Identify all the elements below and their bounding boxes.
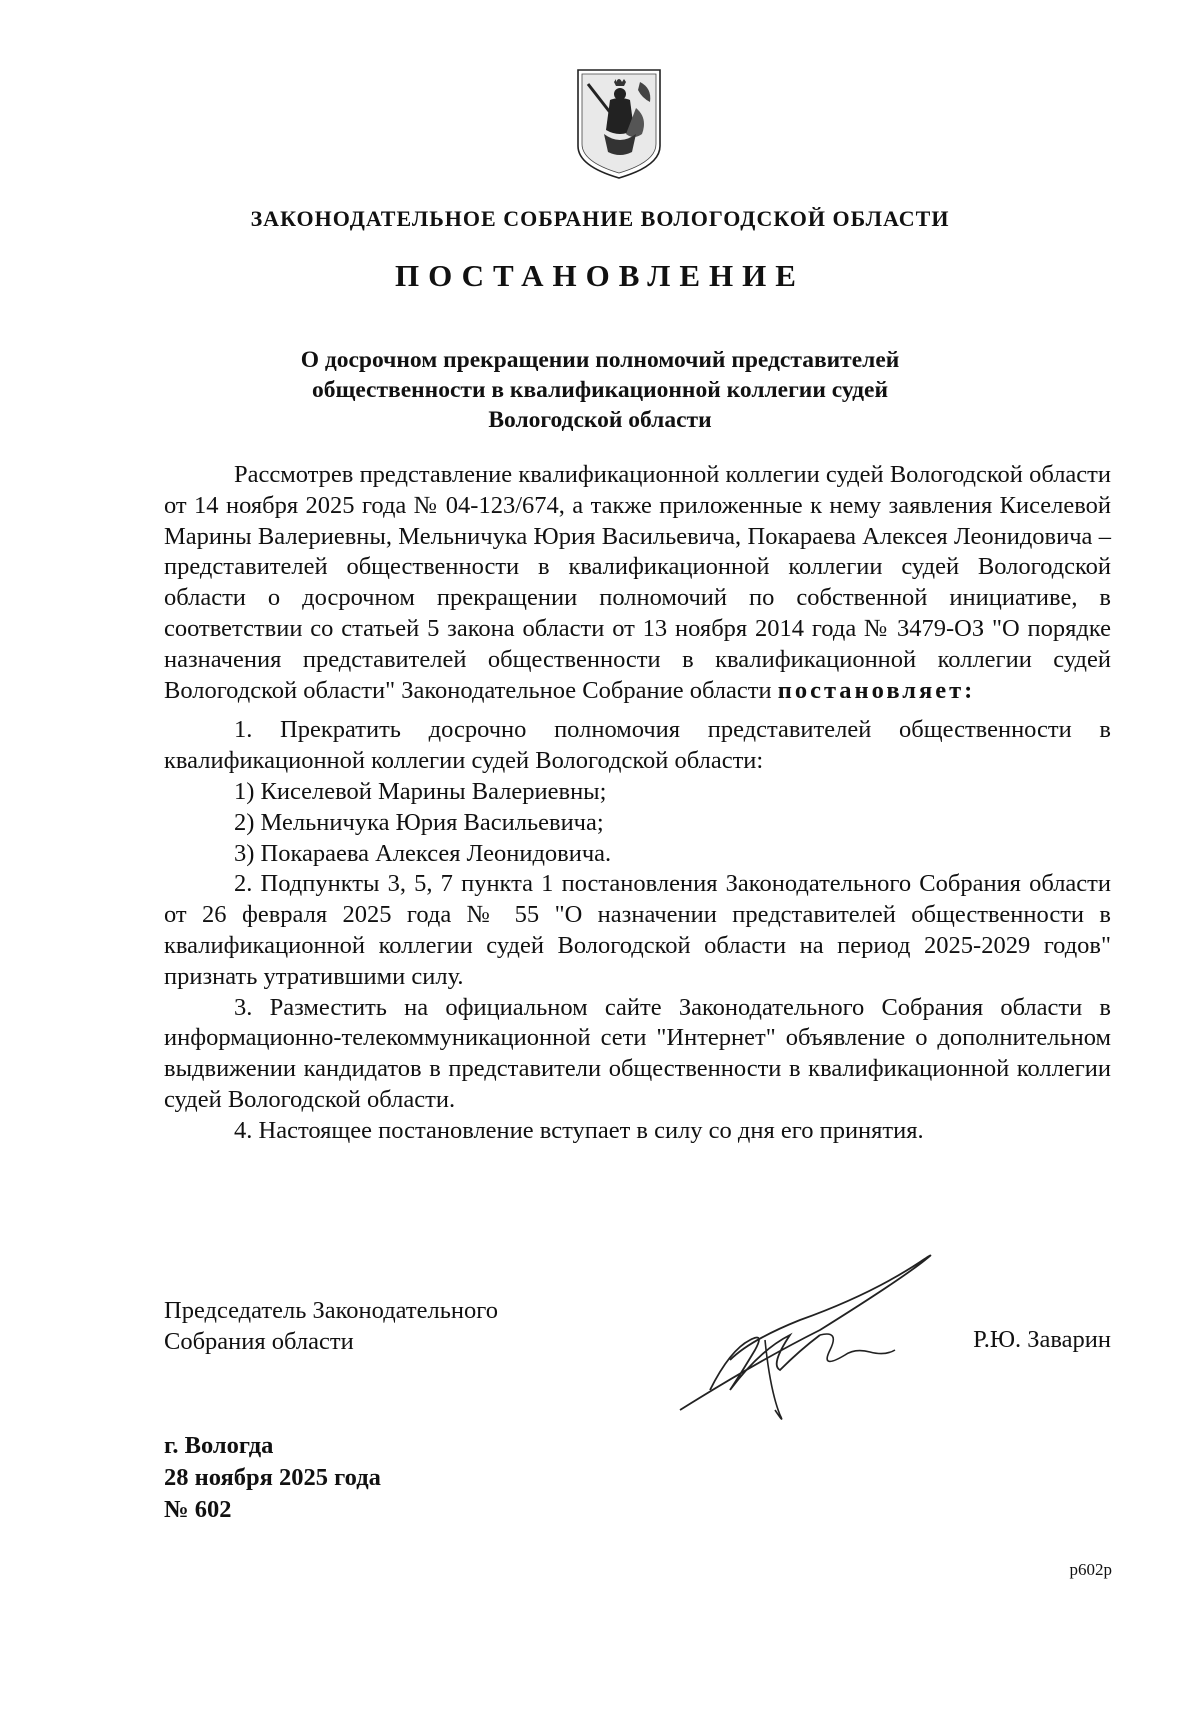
point-3: 3. Разместить на официальном сайте Законодательного Собрания области в информационно-телекоммуникационной сети "Интернет" объявление о дополнительном выдвижении кандидатов в представители общественности в квалификационной коллегии судей Вологодской области.	[164, 993, 1111, 1113]
coat-of-arms-emblem	[576, 68, 662, 180]
city: г. Вологда	[164, 1432, 274, 1459]
point-4: 4. Настоящее постановление вступает в силу со дня его принятия.	[234, 1116, 924, 1144]
date: 28 ноября 2025 года	[164, 1464, 381, 1491]
document-place-date	[164, 1430, 381, 1526]
point-1-item: 2) Мельничука Юрия Васильевича;	[234, 808, 604, 836]
point-1-item: 1) Киселевой Марины Валериевны;	[234, 777, 607, 805]
preamble-paragraph	[164, 460, 1111, 706]
subject-line: Вологодской области	[488, 407, 712, 433]
document-code: р602р	[1069, 1560, 1112, 1579]
decree-word: постановляет:	[777, 676, 976, 704]
document-number: № 602	[164, 1496, 232, 1523]
organization-name: ЗАКОНОДАТЕЛЬНОЕ СОБРАНИЕ ВОЛОГОДСКОЙ ОБЛАСТИ	[250, 206, 950, 231]
subject-line: общественности в квалификационной коллегии судей	[311, 377, 888, 403]
point-1-item: 3) Покараева Алексея Леонидовича.	[234, 839, 612, 867]
preamble-text: Рассмотрев представление квалификационной коллегии судей Вологодской области от 14 ноября 2025 года № 04-123/674, а также приложенные к нему заявления Киселевой Марины Валериевны, Мельничука Юрия Васильевича, Покараева Алексея Леонидовича – представителей общественности в квалификационной коллегии судей Вологодской области о досрочном прекращении полномочий по собственной инициативе, в соответствии со статьей 5 закона области от 13 ноября 2014 года № 3479-ОЗ "О порядке назначения представителей общественности в квалификационной коллегии судей Вологодской области" Законодательное Собрание области	[164, 461, 1111, 704]
document-type-title: ПОСТАНОВЛЕНИЕ	[395, 258, 805, 293]
handwritten-signature	[670, 1240, 970, 1430]
subject-line: О досрочном прекращении полномочий представителей	[300, 347, 900, 373]
document-subject	[200, 345, 1000, 435]
point-2: 2. Подпункты 3, 5, 7 пункта 1 постановления Законодательного Собрания области от 26 февраля 2025 года № 55 "О назначении представителей общественности в квалификационной коллегии судей Вологодской области на период 2025-2029 годов" признать утратившими силу.	[164, 870, 1111, 990]
point-1: 1. Прекратить досрочно полномочия представителей общественности в квалификационной коллегии судей Вологодской области:	[164, 716, 1111, 775]
signatory-title-line: Собрания области	[164, 1328, 354, 1355]
signatory-name: Р.Ю. Заварин	[973, 1326, 1111, 1353]
signatory-title-line: Председатель Законодательного	[164, 1297, 498, 1324]
signatory-title	[164, 1295, 498, 1357]
document-body	[164, 460, 1111, 1147]
